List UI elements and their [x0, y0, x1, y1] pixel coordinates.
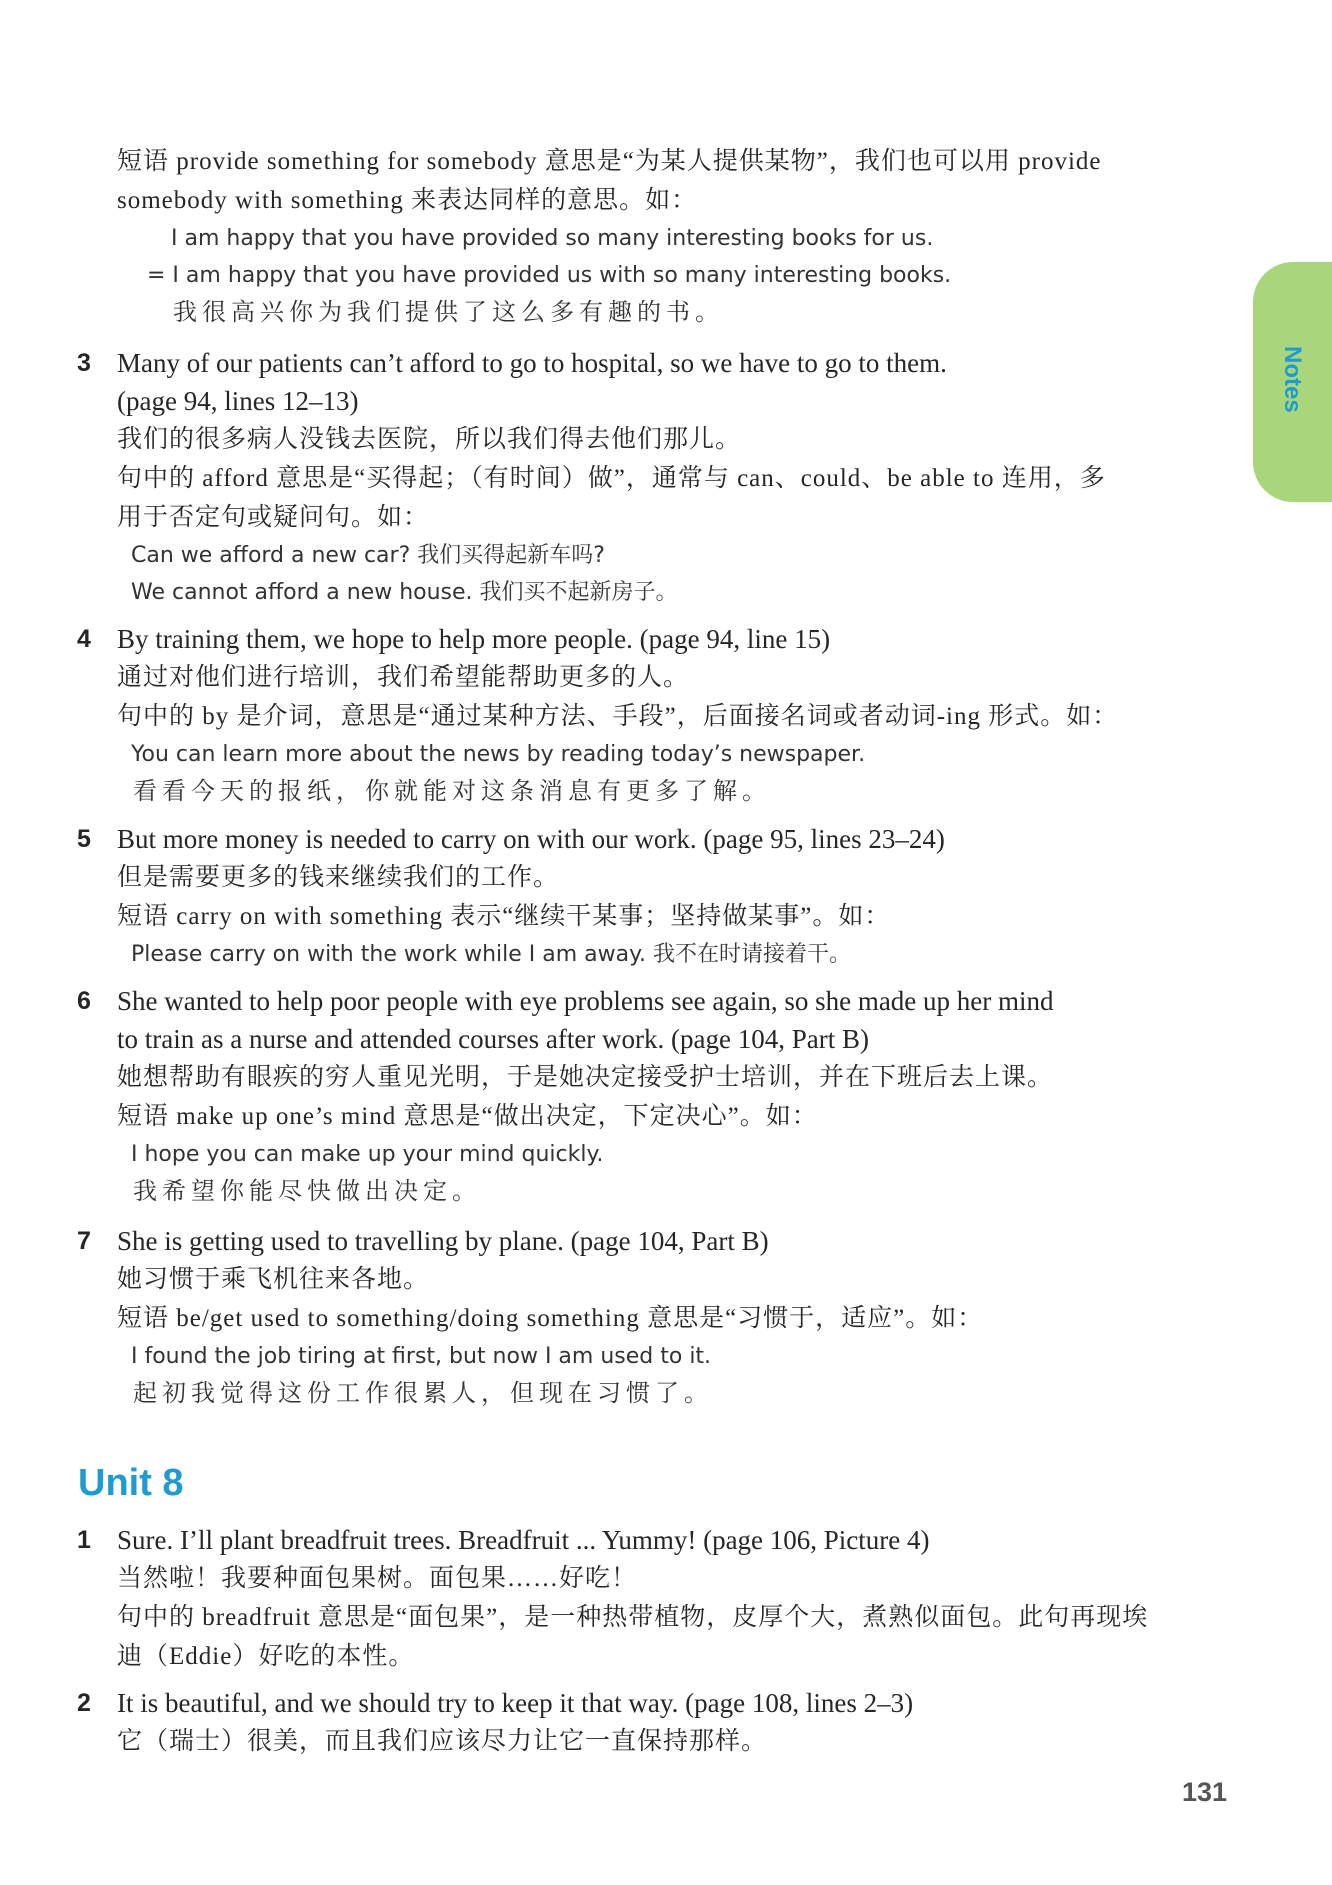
- note-number: 5: [77, 825, 91, 853]
- note-explanation: 用于否定句或疑问句。如：: [117, 504, 430, 531]
- note-translation: 通过对他们进行培训，我们希望能帮助更多的人。: [117, 664, 690, 691]
- example-translation: 我很高兴你为我们提供了这么多有趣的书。: [173, 300, 724, 326]
- note-translation: 它（瑞士）很美，而且我们应该尽力让它一直保持那样。: [117, 1728, 768, 1755]
- note-explanation: 句中的 afford 意思是“买得起；（有时间）做”，通常与 can、could、be able to 连用，多: [117, 465, 1106, 492]
- note-number: 2: [77, 1689, 91, 1717]
- note-item-5: [77, 820, 1237, 973]
- example-translation: 我希望你能尽快做出决定。: [133, 1179, 481, 1205]
- note-number: 6: [77, 987, 91, 1015]
- note-translation: 她习惯于乘飞机往来各地。: [117, 1266, 430, 1293]
- example-sentence: Please carry on with the work while I am away. 我不在时请接着干。: [131, 942, 851, 967]
- note-explanation: 短语 be/get used to something/doing something 意思是“习惯于，适应”。如：: [117, 1305, 984, 1332]
- intro-line: 短语 provide something for somebody 意思是“为某人提供某物”，我们也可以用 provide: [117, 148, 1102, 175]
- note-translation: 但是需要更多的钱来继续我们的工作。: [117, 864, 560, 891]
- note-item-4: [77, 620, 1237, 812]
- note-sentence: She wanted to help poor people with eye problems see again, so she made up her mind: [117, 986, 1054, 1016]
- note-sentence: But more money is needed to carry on with our work. (page 95, lines 23–24): [117, 824, 945, 854]
- note-item-6: [77, 982, 1237, 1212]
- note-explanation: 句中的 breadfruit 意思是“面包果”，是一种热带植物，皮厚个大，煮熟似面包。此句再现埃: [117, 1604, 1149, 1631]
- note-translation: 当然啦！我要种面包果树。面包果……好吃！: [117, 1565, 638, 1592]
- page-number: 131: [1182, 1777, 1228, 1807]
- intro-line: somebody with something 来表达同样的意思。如：: [117, 187, 698, 214]
- note-reference: (page 94, lines 12–13): [117, 386, 359, 416]
- unit-note-item-1: [77, 1521, 1237, 1676]
- example-sentence: You can learn more about the news by reading today’s newspaper.: [131, 742, 866, 767]
- note-explanation: 短语 carry on with something 表示“继续干某事；坚持做某事”。如：: [117, 903, 891, 930]
- example-sentence: We cannot afford a new house. 我们买不起新房子。: [131, 580, 678, 605]
- unit-note-item-2: [77, 1684, 1237, 1761]
- side-tab-label: Notes: [1279, 346, 1306, 413]
- note-sentence: She is getting used to travelling by plane. (page 104, Part B): [117, 1226, 769, 1256]
- example-sentence: I found the job tiring at first, but now I am used to it.: [131, 1344, 712, 1369]
- note-sentence: Sure. I’ll plant breadfruit trees. Breadfruit ... Yummy! (page 106, Picture 4): [117, 1525, 930, 1555]
- example-translation: 起初我觉得这份工作很累人，但现在习惯了。: [133, 1381, 713, 1407]
- note-number: 3: [77, 349, 91, 377]
- note-translation: 她想帮助有眼疾的穷人重见光明，于是她决定接受护士培训，并在下班后去上课。: [117, 1064, 1054, 1091]
- example-sentence: I am happy that you have provided so many interesting books for us.: [171, 226, 934, 251]
- note-number: 1: [77, 1526, 91, 1554]
- note-sentence: Many of our patients can’t afford to go to hospital, so we have to go to them.: [117, 348, 947, 378]
- note-explanation: 迪（Eddie）好吃的本性。: [117, 1643, 415, 1670]
- note-item-7: [77, 1222, 1237, 1414]
- note-explanation: 句中的 by 是介词，意思是“通过某种方法、手段”，后面接名词或者动词-ing 形式。如：: [117, 703, 1119, 730]
- example-sentence: I hope you can make up your mind quickly.: [131, 1142, 604, 1167]
- example-sentence: Can we afford a new car? 我们买得起新车吗?: [131, 543, 605, 568]
- note-sentence: By training them, we hope to help more people. (page 94, line 15): [117, 624, 831, 654]
- note-number: 7: [77, 1227, 91, 1255]
- example-translation: 看看今天的报纸，你就能对这条消息有更多了解。: [133, 779, 771, 805]
- example-sentence: = I am happy that you have provided us with so many interesting books.: [147, 263, 952, 288]
- note-sentence: It is beautiful, and we should try to keep it that way. (page 108, lines 2–3): [117, 1688, 914, 1718]
- note-explanation: 短语 make up one’s mind 意思是“做出决定，下定决心”。如：: [117, 1103, 818, 1130]
- note-item-3: [77, 344, 1237, 611]
- note-number: 4: [77, 625, 91, 653]
- intro-note: [117, 142, 1237, 333]
- note-translation: 我们的很多病人没钱去医院，所以我们得去他们那儿。: [117, 426, 742, 453]
- unit-heading: Unit 8: [78, 1462, 184, 1504]
- note-sentence: to train as a nurse and attended courses after work. (page 104, Part B): [117, 1024, 869, 1054]
